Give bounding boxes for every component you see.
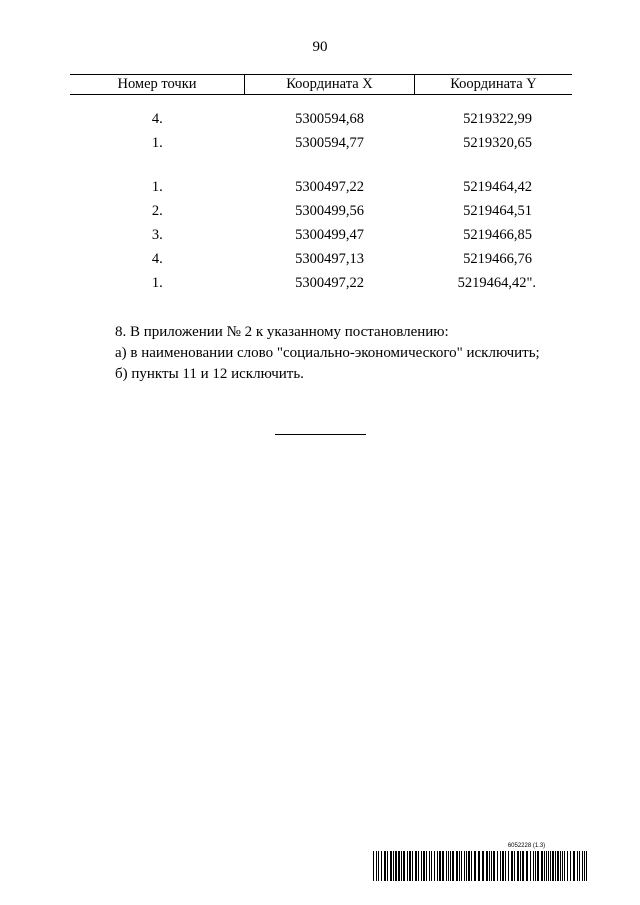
barcode-bar	[486, 851, 488, 881]
coordinate-y: 5219464,51	[463, 202, 532, 219]
barcode-bar	[403, 851, 405, 881]
barcode-bar	[502, 851, 504, 881]
point-number: 2.	[151, 202, 163, 219]
barcode-bar	[579, 851, 580, 881]
coordinate-x: 5300497,22	[295, 274, 364, 291]
barcode-bar	[508, 851, 509, 881]
barcode-bar	[429, 851, 430, 881]
coordinate-x: 5300594,68	[295, 110, 364, 127]
barcode-bar	[437, 851, 438, 881]
barcode-bar	[573, 851, 575, 881]
barcode-bar	[434, 851, 435, 881]
page-number: 90	[312, 39, 328, 55]
barcode-bar	[505, 851, 506, 881]
barcode-bar	[398, 851, 400, 881]
table-row	[70, 271, 572, 295]
barcode-bar	[530, 851, 531, 881]
barcode-bar	[562, 851, 563, 881]
amendment-item-8: 8. В приложении № 2 к указанному постановлению:	[115, 324, 449, 340]
barcode-bar	[555, 851, 556, 881]
barcode-bar	[489, 851, 490, 881]
table-row	[70, 175, 572, 199]
barcode-bar	[390, 851, 392, 881]
coordinates-table	[70, 74, 572, 295]
coordinate-x: 5300594,77	[295, 134, 364, 151]
barcode-bar	[381, 851, 382, 881]
barcode-bar	[526, 851, 528, 881]
barcode-bar	[415, 851, 417, 881]
amendment-text	[115, 322, 540, 385]
barcode-bar	[548, 851, 549, 881]
barcode-bar	[461, 851, 462, 881]
barcode-caption: 6052228 (1.3)	[507, 843, 546, 849]
barcode-bar	[514, 851, 515, 881]
barcode-bar	[456, 851, 458, 881]
coordinate-y: 5219320,65	[463, 134, 532, 151]
coordinate-y: 5219464,42	[463, 178, 532, 195]
barcode-bar	[541, 851, 543, 881]
barcode-bar	[464, 851, 465, 881]
barcode-bar	[497, 851, 498, 881]
barcode-bar	[459, 851, 460, 881]
barcode-bar	[468, 851, 470, 881]
coordinate-x: 5300497,22	[295, 178, 364, 195]
barcode-bar	[586, 851, 587, 881]
point-number: 1.	[151, 274, 163, 291]
barcode-bar	[412, 851, 413, 881]
barcode-bar	[450, 851, 451, 881]
coordinate-x: 5300497,13	[295, 250, 364, 267]
coordinate-y: 5219466,76	[463, 250, 532, 267]
barcode-bar	[491, 851, 492, 881]
barcode-bar	[466, 851, 467, 881]
barcode-bar	[384, 851, 386, 881]
point-number: 4.	[151, 250, 163, 267]
barcode-bar	[582, 851, 583, 881]
barcode-image	[373, 851, 590, 881]
barcode-bar	[373, 851, 374, 881]
barcode-bar	[439, 851, 441, 881]
barcode-bar	[378, 851, 379, 881]
barcode-bar	[500, 851, 501, 881]
coordinate-x: 5300499,56	[295, 202, 364, 219]
table-row	[70, 247, 572, 271]
column-header-point-number: Номер точки	[70, 75, 245, 95]
barcode-bar	[584, 851, 585, 881]
barcode-bar	[537, 851, 539, 881]
table-header-row	[70, 75, 572, 95]
barcode-bar	[552, 851, 554, 881]
barcode-bar	[557, 851, 559, 881]
barcode-bar	[493, 851, 495, 881]
barcode-bar	[426, 851, 427, 881]
barcode-bar	[471, 851, 472, 881]
table-row	[70, 223, 572, 247]
barcode-bar	[448, 851, 449, 881]
barcode-bar	[560, 851, 561, 881]
barcode-bar	[446, 851, 447, 881]
barcode-bar	[474, 851, 476, 881]
point-number: 1.	[151, 178, 163, 195]
barcode-bar	[423, 851, 425, 881]
coordinate-y: 5219322,99	[463, 110, 532, 127]
barcode-bar	[478, 851, 480, 881]
barcode-bar	[431, 851, 432, 881]
point-number: 1.	[151, 134, 163, 151]
barcode-bar	[387, 851, 388, 881]
barcode-bar	[567, 851, 568, 881]
coordinate-y: 5219466,85	[463, 226, 532, 243]
barcode-bar	[546, 851, 547, 881]
amendment-subitem-a: а) в наименовании слово "социально-экономического" исключить;	[115, 345, 540, 361]
end-separator-line	[275, 434, 366, 435]
barcode-bar	[442, 851, 444, 881]
barcode-bar	[409, 851, 411, 881]
coordinate-y: 5219464,42".	[457, 274, 536, 291]
table-row	[70, 199, 572, 223]
barcode-bar	[452, 851, 454, 881]
barcode-bar	[564, 851, 565, 881]
barcode-bar	[393, 851, 394, 881]
coordinate-x: 5300499,47	[295, 226, 364, 243]
point-number: 4.	[151, 110, 163, 127]
amendment-subitem-b: б) пункты 11 и 12 исключить.	[115, 366, 304, 382]
barcode-bar	[535, 851, 536, 881]
table-row	[70, 131, 572, 155]
barcode-bar	[520, 851, 521, 881]
barcode-bar	[418, 851, 419, 881]
barcode-bar	[482, 851, 484, 881]
barcode-bar	[544, 851, 545, 881]
column-header-coordinate-x: Координата X	[245, 75, 415, 95]
point-number: 3.	[151, 226, 163, 243]
barcode-block	[373, 842, 590, 881]
barcode-bar	[570, 851, 571, 881]
barcode-bar	[533, 851, 534, 881]
table-group-gap	[70, 155, 572, 175]
barcode-bar	[550, 851, 551, 881]
barcode-bar	[407, 851, 408, 881]
column-header-coordinate-y: Координата Y	[415, 75, 573, 95]
barcode-bar	[376, 851, 377, 881]
table-row	[70, 107, 572, 131]
barcode-bar	[577, 851, 578, 881]
table-spacer	[70, 95, 572, 108]
barcode-bar	[511, 851, 513, 881]
barcode-bar	[395, 851, 397, 881]
barcode-bar	[522, 851, 524, 881]
barcode-bar	[421, 851, 422, 881]
barcode-bar	[517, 851, 519, 881]
barcode-bar	[401, 851, 402, 881]
